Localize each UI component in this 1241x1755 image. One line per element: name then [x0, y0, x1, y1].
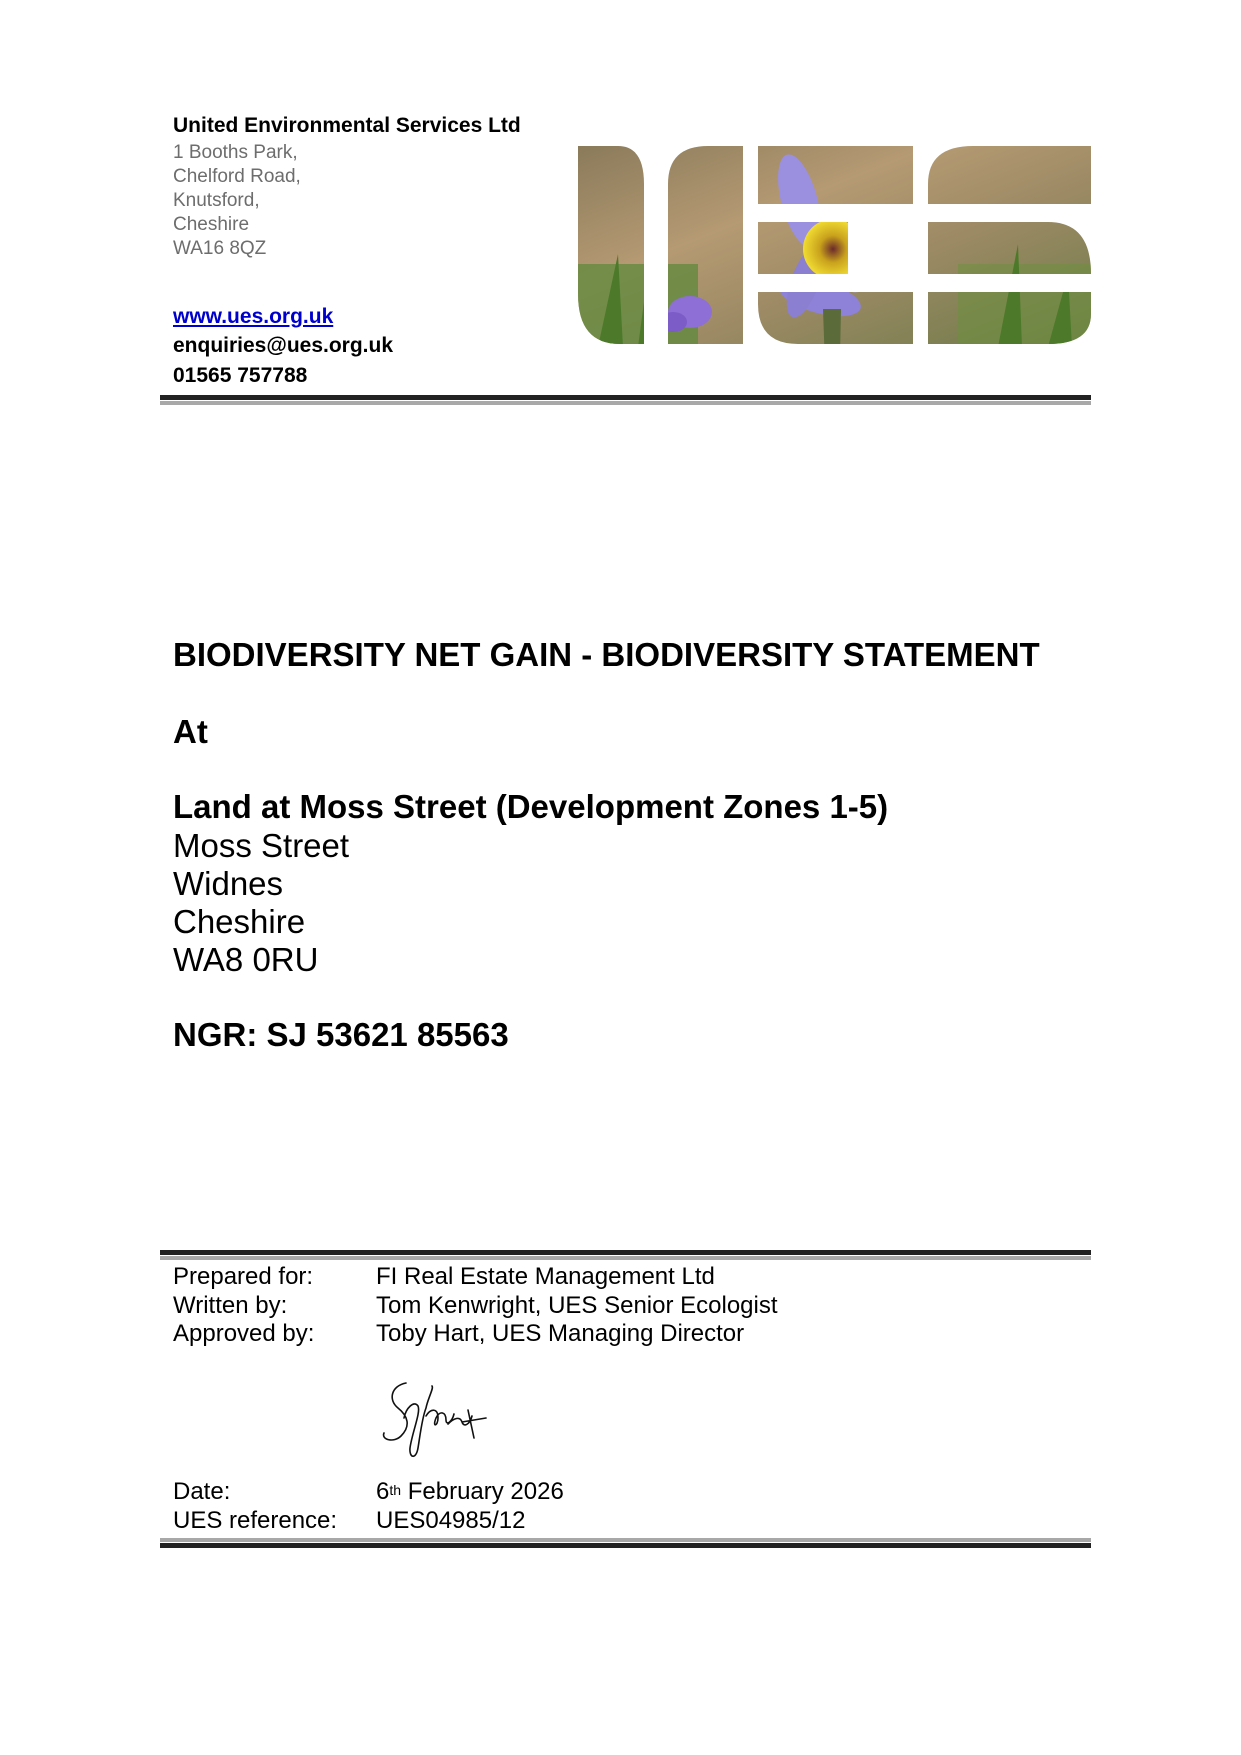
- date-label: Date:: [173, 1478, 231, 1505]
- address-line: WA16 8QZ: [173, 238, 267, 259]
- address-line: Chelford Road,: [173, 166, 301, 187]
- document-title: BIODIVERSITY NET GAIN - BIODIVERSITY STATEMENT: [173, 636, 1040, 673]
- prepared-for-label: Prepared for:: [173, 1263, 314, 1290]
- at-label: At: [173, 713, 208, 750]
- address-line: Cheshire: [173, 214, 250, 235]
- address-line: Knutsford,: [173, 190, 260, 211]
- prepared-for-value: FI Real Estate Management Ltd: [376, 1263, 715, 1290]
- site-address-line: Widnes: [173, 865, 284, 902]
- phone-number: 01565 757788: [173, 364, 308, 387]
- website-link[interactable]: www.ues.org.uk: [173, 305, 334, 328]
- site-address-line: Cheshire: [173, 903, 306, 940]
- approved-by-label: Approved by:: [173, 1320, 315, 1347]
- signature: [376, 1378, 496, 1463]
- written-by-value: Tom Kenwright, UES Senior Ecologist: [376, 1292, 778, 1319]
- address-line: 1 Booths Park,: [173, 142, 298, 163]
- ues-reference-value: UES04985/12: [376, 1507, 526, 1534]
- written-by-label: Written by:: [173, 1292, 288, 1319]
- site-address-line: Moss Street: [173, 827, 350, 864]
- email-address: enquiries@ues.org.uk: [173, 334, 394, 357]
- approved-by-value: Toby Hart, UES Managing Director: [376, 1320, 745, 1347]
- site-address-line: WA8 0RU: [173, 941, 319, 978]
- date-value: 6th February 2026: [376, 1478, 564, 1505]
- grid-reference: NGR: SJ 53621 85563: [173, 1016, 509, 1053]
- site-name: Land at Moss Street (Development Zones 1-5): [173, 788, 889, 825]
- ues-logo: [578, 144, 1091, 347]
- ues-reference-label: UES reference:: [173, 1507, 338, 1534]
- company-name: United Environmental Services Ltd: [173, 114, 521, 137]
